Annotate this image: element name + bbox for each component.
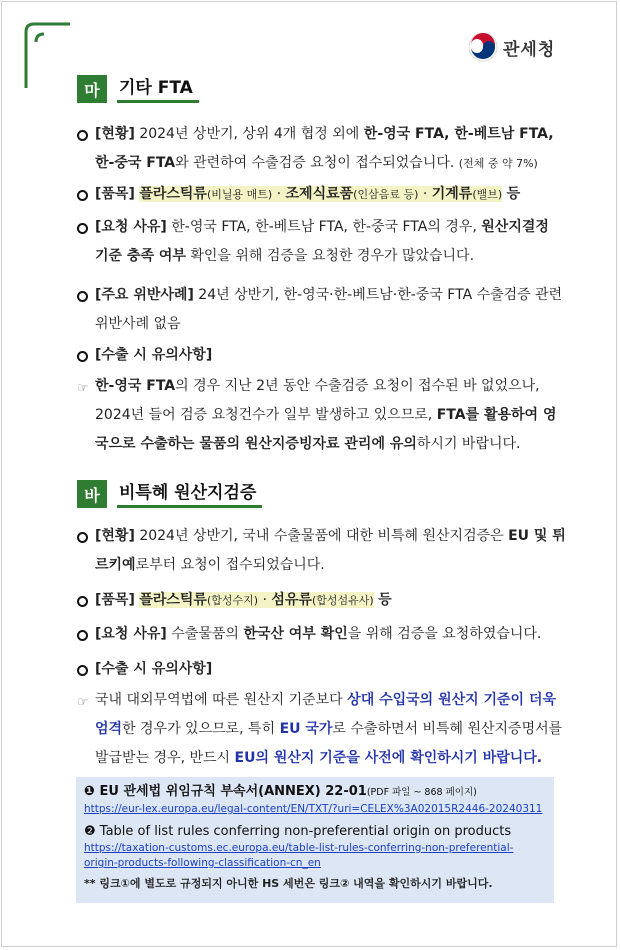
bullet-circle-icon: [77, 532, 88, 543]
kcs-logo: [468, 32, 555, 62]
list-item-status: [현황] 2024년 상반기, 국내 수출물품에 대한 비특혜 원산지검증은 EU 및 튀르키예로부터 요청이 접수되었습니다.: [77, 522, 567, 580]
corner-bracket-decoration: [22, 20, 72, 90]
list-item-reason: [요청 사유] 수출물품의 한국산 여부 확인을 위해 검증을 요청하였습니다.: [77, 620, 567, 649]
pointing-hand-icon: ☞: [77, 381, 89, 396]
reference-2-title: ❷ Table of list rules conferring non-preferential origin on products: [84, 824, 512, 839]
section-badge: 마: [77, 75, 107, 103]
list-item-reason: [요청 사유] 한-영국 FTA, 한-베트남 FTA, 한-중국 FTA의 경우, 원산지결정 기준 충족 여부 확인을 위해 검증을 요청한 경우가 많았습니다.: [77, 213, 567, 271]
reference-2-link[interactable]: https://taxation-customs.ec.europa.eu/table-list-rules-conferring-non-preferential- origin-products-following-classification-cn_en: [84, 842, 514, 869]
section-title: 비특혜 원산지검증: [117, 480, 262, 508]
logo-text: 관세청: [503, 39, 556, 60]
caution-paragraph: ☞ 한-영국 FTA의 경우 지난 2년 동안 수출검증 요청이 접수된 바 없었으나, 2024년 들어 검증 요청건수가 일부 발생하고 있으므로, FTA를 활용하여 영국으로 수출하는 물품의 원산지증빙자료 관리에 유의하시기 바랍니다.: [77, 372, 567, 459]
reference-box: [76, 777, 554, 903]
list-item-violations: [주요 위반사례] 24년 상반기, 한-영국·한-베트남·한-중국 FTA 수출검증 관련 위반사례 없음: [77, 281, 567, 339]
taegeuk-emblem-icon: [468, 32, 498, 62]
list-item-status: [현황] 2024년 상반기, 상위 4개 협정 외에 한-영국 FTA, 한-베트남 FTA, 한-중국 FTA와 관련하여 수출검증 요청이 접수되었습니다. (전체 중 약 7%): [77, 120, 567, 178]
bullet-circle-icon: [77, 291, 88, 302]
reference-1-title: ❶ EU 관세법 위임규칙 부속서(ANNEX) 22-01(PDF 파일 ~ 868 페이지): [84, 784, 477, 799]
bullet-circle-icon: [77, 223, 88, 234]
reference-note: ** 링크①에 별도로 규정되지 아니한 HS 세번은 링크② 내역을 확인하시기 바랍니다.: [84, 877, 493, 890]
bullet-circle-icon: [77, 665, 88, 676]
bullet-circle-icon: [77, 630, 88, 641]
list-item-products: [품목] 플라스틱류(합성수지) · 섬유류(합성섬유사) 등: [77, 586, 567, 615]
bullet-circle-icon: [77, 351, 88, 362]
reference-1-link[interactable]: https://eur-lex.europa.eu/legal-content/EN/TXT/?uri=CELEX%3A02015R2446-20240311: [84, 803, 543, 815]
section-header-other-fta: [77, 75, 199, 103]
section-header-non-preferential: [77, 480, 262, 508]
caution-paragraph: ☞ 국내 대외무역법에 따른 원산지 기준보다 상대 수입국의 원산지 기준이 더욱 엄격한 경우가 있으므로, 특히 EU 국가로 수출하면서 비특혜 원산지증명서를 발급받는 경우, 반드시 EU의 원산지 기준을 사전에 확인하시기 바랍니다.: [77, 686, 567, 773]
list-item-products: [품목] 플라스틱류(비닐용 매트) · 조제식료품(인삼음료 등) · 기계류(밸브) 등: [77, 180, 567, 209]
list-item-caution: [수출 시 유의사항]: [77, 341, 567, 370]
pointing-hand-icon: ☞: [77, 695, 89, 710]
list-item-caution: [수출 시 유의사항]: [77, 655, 567, 684]
section-badge: 바: [77, 480, 107, 508]
bullet-circle-icon: [77, 130, 88, 141]
bullet-circle-icon: [77, 190, 88, 201]
section-title: 기타 FTA: [117, 75, 199, 103]
bullet-circle-icon: [77, 596, 88, 607]
